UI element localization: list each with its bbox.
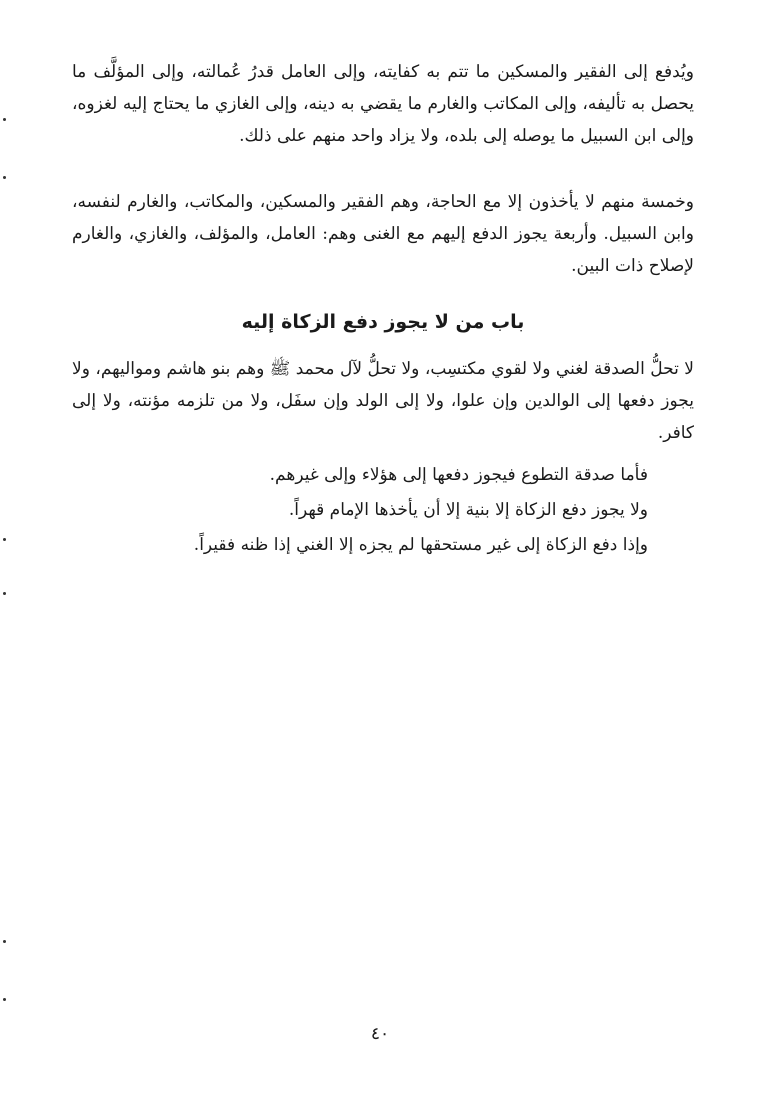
scan-mark: [3, 940, 6, 943]
section-heading: باب من لا يجوز دفع الزكاة إليه: [241, 311, 525, 333]
page-number: ٤٠: [370, 1024, 390, 1044]
scan-mark: [3, 176, 6, 179]
scan-mark: [3, 538, 6, 541]
line-wrong-recipient: وإذا دفع الزكاة إلى غير مستحقها لم يجزه إلا الغني إذا ظنه فقيراً.: [193, 535, 648, 555]
line-voluntary-charity: فأما صدقة التطوع فيجوز دفعها إلى هؤلاء وإلى غيرهم.: [269, 465, 648, 485]
paragraph-ineligible-recipients: لا تحلُّ الصدقة لغني ولا لقوي مكتسِب، ولا تحلُّ لآل محمد ﷺ وهم بنو هاشم ومواليهم، ولا يجوز دفعها إلى الوالدين وإن علوا، ولا إلى الولد وإن سفَل، ولا من تلزمه مؤنته، ولا إلى كافر.: [72, 359, 694, 443]
scan-mark: [3, 118, 6, 121]
line-intention: ولا يجوز دفع الزكاة إلا بنية إلا أن يأخذها الإمام قهراً.: [288, 500, 648, 520]
paragraph-zakat-recipients: ويُدفع إلى الفقير والمسكين ما تتم به كفايته، وإلى العامل قدرُ عُمالته، وإلى المؤلَّف ما يحصل به تأليفه، وإلى المكاتب والغارم ما يقضي به دينه، وإلى الغازي ما يحتاج إليه لغزوه، وإلى ابن السبيل ما يوصله إلى بلده، ولا يزاد واحد منهم على ذلك.: [72, 62, 694, 146]
scan-mark: [3, 998, 6, 1001]
paragraph-recipient-conditions: وخمسة منهم لا يأخذون إلا مع الحاجة، وهم الفقير والمسكين، والمكاتب، والغارم لنفسه، وابن السبيل. وأربعة يجوز الدفع إليهم مع الغنى وهم: العامل، والمؤلف، والغازي، والغارم لإصلاح ذات البين.: [72, 192, 694, 276]
scan-mark: [3, 592, 6, 595]
